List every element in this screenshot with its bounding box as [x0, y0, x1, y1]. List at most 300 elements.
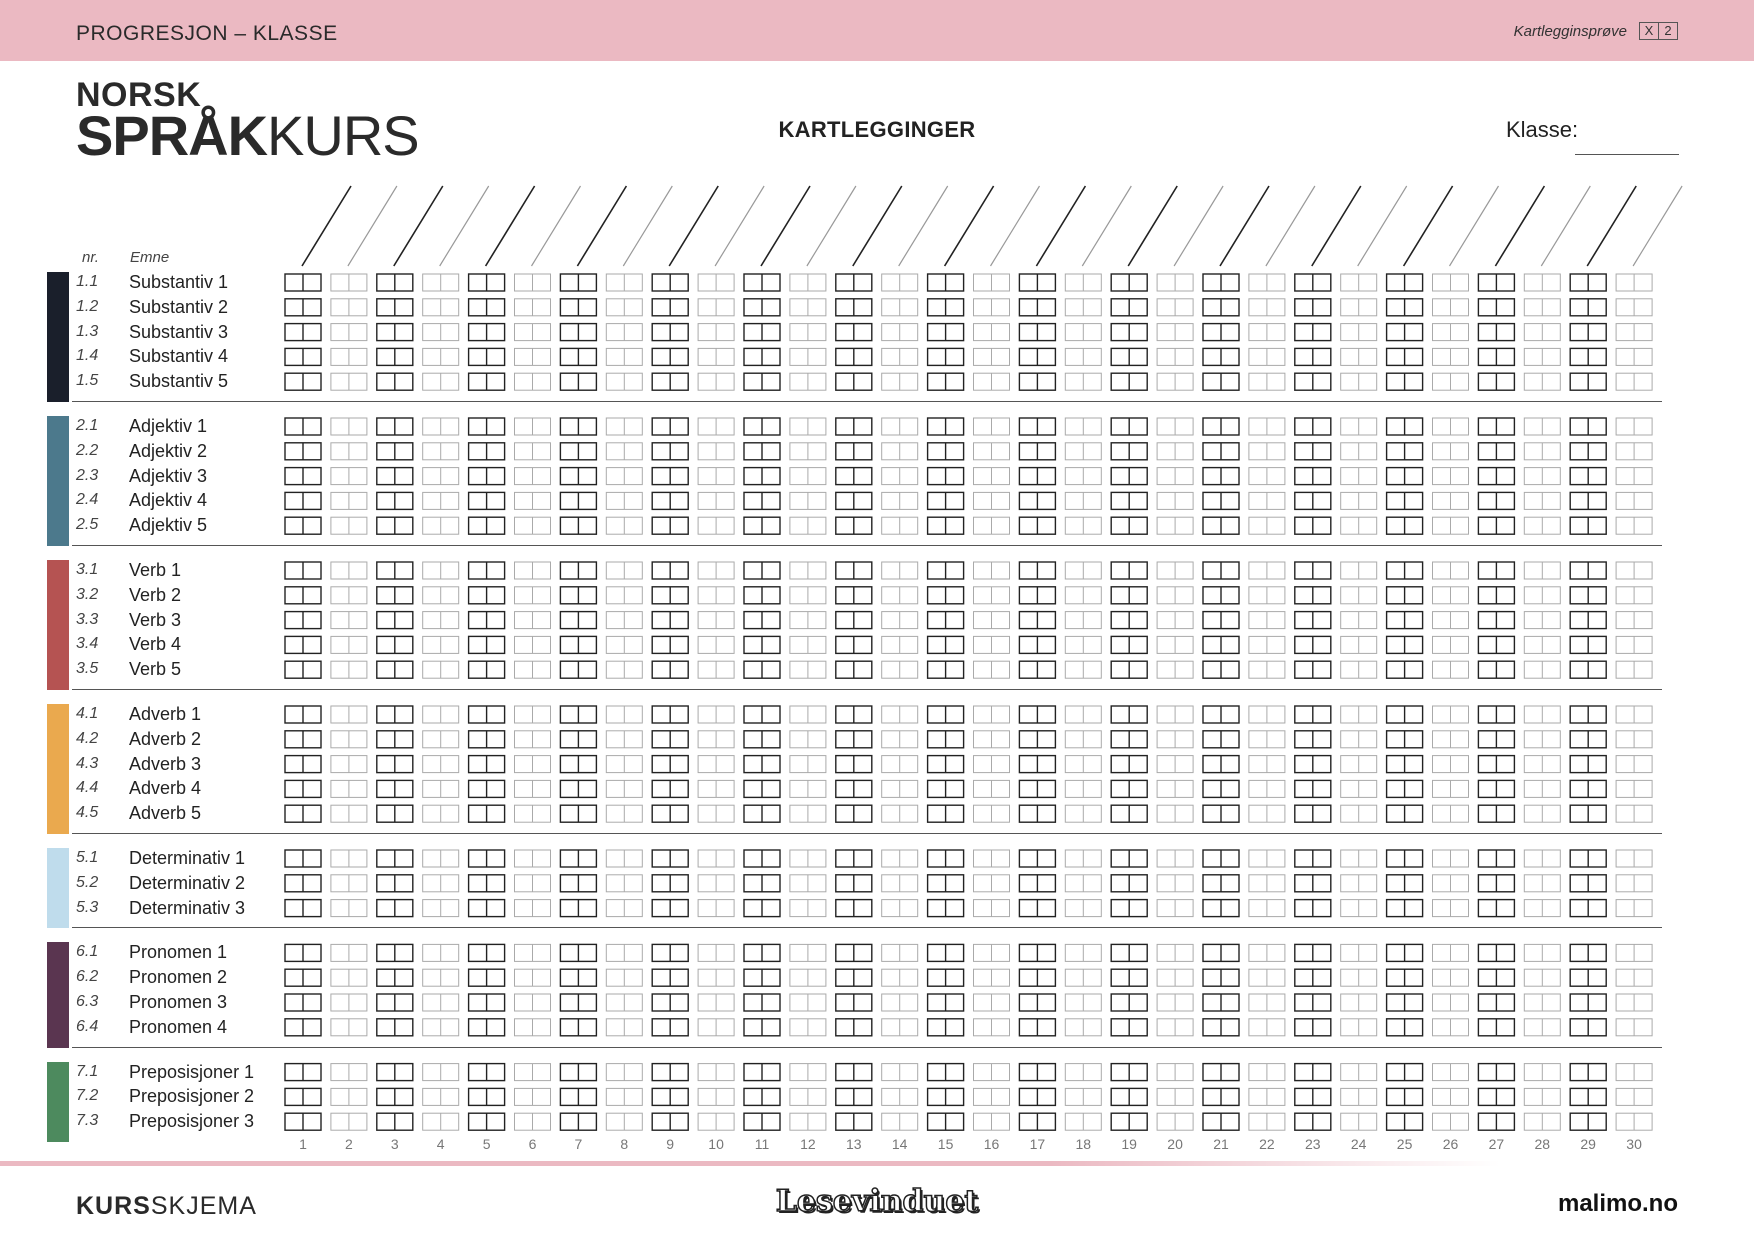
score-cell[interactable] — [882, 299, 918, 316]
score-cell[interactable] — [331, 805, 367, 822]
score-cell[interactable] — [652, 1064, 688, 1081]
score-cell[interactable] — [1387, 1088, 1423, 1105]
score-cell[interactable] — [974, 636, 1010, 653]
score-cell[interactable] — [1341, 661, 1377, 678]
score-cell[interactable] — [1570, 517, 1606, 534]
score-cell[interactable] — [1111, 492, 1147, 509]
score-cell[interactable] — [652, 612, 688, 629]
score-cell[interactable] — [1249, 850, 1285, 867]
score-cell[interactable] — [1616, 1088, 1652, 1105]
score-cell[interactable] — [1341, 994, 1377, 1011]
score-cell[interactable] — [1433, 780, 1469, 797]
score-cell[interactable] — [423, 468, 459, 485]
score-cell[interactable] — [606, 612, 642, 629]
score-cell[interactable] — [790, 274, 826, 291]
score-cell[interactable] — [1157, 324, 1193, 341]
score-cell[interactable] — [928, 1088, 964, 1105]
score-cell[interactable] — [1433, 562, 1469, 579]
score-cell[interactable] — [331, 468, 367, 485]
score-cell[interactable] — [377, 348, 413, 365]
score-cell[interactable] — [882, 587, 918, 604]
score-cell[interactable] — [1478, 324, 1514, 341]
score-cell[interactable] — [698, 1113, 734, 1130]
score-cell[interactable] — [331, 780, 367, 797]
score-cell[interactable] — [1433, 850, 1469, 867]
score-cell[interactable] — [1157, 468, 1193, 485]
score-cell[interactable] — [560, 562, 596, 579]
score-cell[interactable] — [1616, 780, 1652, 797]
score-cell[interactable] — [469, 1019, 505, 1036]
score-cell[interactable] — [1019, 373, 1055, 390]
score-cell[interactable] — [1249, 1064, 1285, 1081]
score-cell[interactable] — [882, 443, 918, 460]
score-cell[interactable] — [331, 900, 367, 917]
score-cell[interactable] — [698, 517, 734, 534]
score-cell[interactable] — [744, 274, 780, 291]
score-cell[interactable] — [1203, 562, 1239, 579]
score-cell[interactable] — [423, 944, 459, 961]
score-cell[interactable] — [928, 731, 964, 748]
score-cell[interactable] — [1478, 443, 1514, 460]
score-cell[interactable] — [1478, 731, 1514, 748]
score-cell[interactable] — [744, 492, 780, 509]
score-cell[interactable] — [1295, 373, 1331, 390]
score-cell[interactable] — [1433, 969, 1469, 986]
score-cell[interactable] — [1249, 900, 1285, 917]
score-cell[interactable] — [744, 850, 780, 867]
score-cell[interactable] — [882, 348, 918, 365]
score-cell[interactable] — [882, 324, 918, 341]
score-cell[interactable] — [1478, 517, 1514, 534]
score-cell[interactable] — [928, 274, 964, 291]
score-cell[interactable] — [1387, 850, 1423, 867]
score-cell[interactable] — [1570, 324, 1606, 341]
score-cell[interactable] — [652, 944, 688, 961]
score-cell[interactable] — [331, 562, 367, 579]
score-cell[interactable] — [423, 780, 459, 797]
score-cell[interactable] — [1019, 636, 1055, 653]
score-cell[interactable] — [698, 636, 734, 653]
score-cell[interactable] — [836, 1019, 872, 1036]
score-cell[interactable] — [285, 517, 321, 534]
score-cell[interactable] — [377, 324, 413, 341]
score-cell[interactable] — [744, 587, 780, 604]
score-cell[interactable] — [1019, 805, 1055, 822]
score-cell[interactable] — [423, 562, 459, 579]
score-cell[interactable] — [377, 299, 413, 316]
score-cell[interactable] — [882, 900, 918, 917]
score-cell[interactable] — [1111, 900, 1147, 917]
score-cell[interactable] — [560, 418, 596, 435]
score-cell[interactable] — [1157, 443, 1193, 460]
score-cell[interactable] — [698, 587, 734, 604]
score-cell[interactable] — [1433, 468, 1469, 485]
score-cell[interactable] — [790, 587, 826, 604]
score-cell[interactable] — [1295, 1113, 1331, 1130]
score-cell[interactable] — [1249, 731, 1285, 748]
score-cell[interactable] — [698, 468, 734, 485]
score-cell[interactable] — [423, 805, 459, 822]
score-cell[interactable] — [606, 756, 642, 773]
score-cell[interactable] — [1019, 780, 1055, 797]
score-cell[interactable] — [1387, 994, 1423, 1011]
score-cell[interactable] — [1019, 348, 1055, 365]
score-cell[interactable] — [1570, 348, 1606, 365]
score-cell[interactable] — [882, 612, 918, 629]
score-cell[interactable] — [1341, 636, 1377, 653]
score-cell[interactable] — [790, 756, 826, 773]
score-cell[interactable] — [1387, 468, 1423, 485]
malimo-link[interactable]: malimo.no — [1557, 1190, 1678, 1217]
score-cell[interactable] — [1341, 969, 1377, 986]
score-cell[interactable] — [1203, 780, 1239, 797]
score-cell[interactable] — [1065, 900, 1101, 917]
score-cell[interactable] — [698, 562, 734, 579]
score-cell[interactable] — [606, 418, 642, 435]
score-cell[interactable] — [331, 373, 367, 390]
score-cell[interactable] — [1157, 900, 1193, 917]
score-cell[interactable] — [1157, 661, 1193, 678]
score-cell[interactable] — [1616, 875, 1652, 892]
score-cell[interactable] — [1341, 299, 1377, 316]
score-cell[interactable] — [1157, 587, 1193, 604]
score-cell[interactable] — [882, 418, 918, 435]
score-cell[interactable] — [1295, 587, 1331, 604]
score-cell[interactable] — [1295, 731, 1331, 748]
score-cell[interactable] — [423, 1113, 459, 1130]
score-cell[interactable] — [1111, 587, 1147, 604]
score-cell[interactable] — [1019, 418, 1055, 435]
score-cell[interactable] — [515, 492, 551, 509]
score-cell[interactable] — [423, 517, 459, 534]
score-cell[interactable] — [377, 373, 413, 390]
score-cell[interactable] — [1019, 756, 1055, 773]
score-cell[interactable] — [1295, 299, 1331, 316]
score-cell[interactable] — [377, 944, 413, 961]
score-cell[interactable] — [1524, 443, 1560, 460]
score-cell[interactable] — [882, 1019, 918, 1036]
score-cell[interactable] — [882, 468, 918, 485]
score-cell[interactable] — [469, 875, 505, 892]
score-cell[interactable] — [790, 612, 826, 629]
score-cell[interactable] — [1157, 418, 1193, 435]
score-cell[interactable] — [285, 562, 321, 579]
score-cell[interactable] — [1157, 299, 1193, 316]
score-cell[interactable] — [285, 706, 321, 723]
score-cell[interactable] — [1570, 805, 1606, 822]
score-cell[interactable] — [560, 299, 596, 316]
score-cell[interactable] — [698, 944, 734, 961]
score-cell[interactable] — [515, 348, 551, 365]
score-cell[interactable] — [1433, 299, 1469, 316]
score-cell[interactable] — [1065, 661, 1101, 678]
score-cell[interactable] — [974, 661, 1010, 678]
score-cell[interactable] — [1341, 900, 1377, 917]
score-cell[interactable] — [1203, 492, 1239, 509]
score-cell[interactable] — [882, 636, 918, 653]
score-cell[interactable] — [974, 274, 1010, 291]
score-cell[interactable] — [606, 587, 642, 604]
score-cell[interactable] — [606, 274, 642, 291]
score-cell[interactable] — [1157, 612, 1193, 629]
score-cell[interactable] — [1570, 468, 1606, 485]
score-cell[interactable] — [1433, 587, 1469, 604]
score-cell[interactable] — [1616, 299, 1652, 316]
score-cell[interactable] — [974, 850, 1010, 867]
score-cell[interactable] — [1157, 492, 1193, 509]
score-cell[interactable] — [928, 944, 964, 961]
score-cell[interactable] — [974, 443, 1010, 460]
score-cell[interactable] — [1065, 969, 1101, 986]
score-cell[interactable] — [1433, 348, 1469, 365]
score-cell[interactable] — [790, 1064, 826, 1081]
score-cell[interactable] — [423, 969, 459, 986]
score-cell[interactable] — [974, 780, 1010, 797]
score-cell[interactable] — [744, 756, 780, 773]
score-cell[interactable] — [652, 756, 688, 773]
score-cell[interactable] — [1111, 731, 1147, 748]
score-cell[interactable] — [606, 1113, 642, 1130]
score-cell[interactable] — [1249, 612, 1285, 629]
score-cell[interactable] — [698, 1064, 734, 1081]
score-cell[interactable] — [515, 612, 551, 629]
score-cell[interactable] — [469, 299, 505, 316]
score-cell[interactable] — [1570, 299, 1606, 316]
score-cell[interactable] — [1157, 969, 1193, 986]
score-cell[interactable] — [928, 756, 964, 773]
score-cell[interactable] — [1341, 706, 1377, 723]
score-cell[interactable] — [790, 875, 826, 892]
score-cell[interactable] — [1387, 418, 1423, 435]
score-cell[interactable] — [698, 850, 734, 867]
score-cell[interactable] — [1478, 348, 1514, 365]
score-cell[interactable] — [652, 517, 688, 534]
score-cell[interactable] — [744, 562, 780, 579]
score-cell[interactable] — [1019, 706, 1055, 723]
score-cell[interactable] — [698, 969, 734, 986]
score-cell[interactable] — [652, 994, 688, 1011]
score-cell[interactable] — [1524, 468, 1560, 485]
score-cell[interactable] — [285, 1064, 321, 1081]
score-cell[interactable] — [1249, 373, 1285, 390]
score-cell[interactable] — [790, 994, 826, 1011]
score-cell[interactable] — [744, 324, 780, 341]
score-cell[interactable] — [423, 706, 459, 723]
score-cell[interactable] — [1341, 1019, 1377, 1036]
score-cell[interactable] — [698, 731, 734, 748]
score-cell[interactable] — [836, 875, 872, 892]
score-cell[interactable] — [1065, 373, 1101, 390]
score-cell[interactable] — [744, 299, 780, 316]
score-cell[interactable] — [606, 994, 642, 1011]
score-cell[interactable] — [469, 612, 505, 629]
score-cell[interactable] — [744, 944, 780, 961]
score-cell[interactable] — [1570, 612, 1606, 629]
score-cell[interactable] — [1478, 1088, 1514, 1105]
score-cell[interactable] — [1157, 1064, 1193, 1081]
score-cell[interactable] — [285, 969, 321, 986]
score-cell[interactable] — [285, 636, 321, 653]
score-cell[interactable] — [1616, 661, 1652, 678]
score-cell[interactable] — [606, 706, 642, 723]
score-cell[interactable] — [1524, 562, 1560, 579]
score-cell[interactable] — [1065, 805, 1101, 822]
score-cell[interactable] — [1524, 661, 1560, 678]
score-cell[interactable] — [469, 994, 505, 1011]
score-cell[interactable] — [1111, 418, 1147, 435]
score-cell[interactable] — [1295, 875, 1331, 892]
score-cell[interactable] — [928, 373, 964, 390]
score-cell[interactable] — [1433, 875, 1469, 892]
score-cell[interactable] — [1295, 1088, 1331, 1105]
score-cell[interactable] — [836, 348, 872, 365]
score-cell[interactable] — [836, 299, 872, 316]
score-cell[interactable] — [652, 636, 688, 653]
score-cell[interactable] — [606, 850, 642, 867]
score-cell[interactable] — [1616, 805, 1652, 822]
score-cell[interactable] — [1157, 944, 1193, 961]
score-cell[interactable] — [285, 1113, 321, 1130]
score-cell[interactable] — [1341, 1064, 1377, 1081]
score-cell[interactable] — [744, 1113, 780, 1130]
score-cell[interactable] — [1157, 373, 1193, 390]
score-cell[interactable] — [285, 1019, 321, 1036]
score-cell[interactable] — [1524, 299, 1560, 316]
score-cell[interactable] — [790, 443, 826, 460]
score-cell[interactable] — [1570, 661, 1606, 678]
score-cell[interactable] — [423, 875, 459, 892]
score-cell[interactable] — [974, 731, 1010, 748]
score-cell[interactable] — [882, 1064, 918, 1081]
score-cell[interactable] — [1111, 994, 1147, 1011]
score-cell[interactable] — [423, 994, 459, 1011]
score-cell[interactable] — [790, 805, 826, 822]
score-cell[interactable] — [560, 324, 596, 341]
score-cell[interactable] — [285, 468, 321, 485]
score-cell[interactable] — [652, 324, 688, 341]
score-cell[interactable] — [1341, 373, 1377, 390]
score-cell[interactable] — [1065, 443, 1101, 460]
score-cell[interactable] — [1570, 418, 1606, 435]
score-cell[interactable] — [560, 274, 596, 291]
score-cell[interactable] — [1433, 731, 1469, 748]
score-cell[interactable] — [1295, 850, 1331, 867]
score-cell[interactable] — [1341, 517, 1377, 534]
score-cell[interactable] — [331, 875, 367, 892]
score-cell[interactable] — [1065, 587, 1101, 604]
score-cell[interactable] — [1387, 969, 1423, 986]
score-cell[interactable] — [1341, 1113, 1377, 1130]
score-cell[interactable] — [974, 348, 1010, 365]
score-cell[interactable] — [1616, 324, 1652, 341]
score-cell[interactable] — [698, 612, 734, 629]
score-cell[interactable] — [744, 418, 780, 435]
score-cell[interactable] — [285, 324, 321, 341]
score-cell[interactable] — [1295, 636, 1331, 653]
score-cell[interactable] — [1157, 517, 1193, 534]
score-cell[interactable] — [698, 805, 734, 822]
score-cell[interactable] — [790, 780, 826, 797]
score-cell[interactable] — [1570, 780, 1606, 797]
score-cell[interactable] — [1478, 969, 1514, 986]
score-cell[interactable] — [515, 706, 551, 723]
score-cell[interactable] — [606, 969, 642, 986]
score-cell[interactable] — [1111, 612, 1147, 629]
score-cell[interactable] — [1065, 274, 1101, 291]
score-cell[interactable] — [836, 994, 872, 1011]
score-cell[interactable] — [1203, 706, 1239, 723]
score-cell[interactable] — [423, 299, 459, 316]
score-cell[interactable] — [285, 418, 321, 435]
score-cell[interactable] — [1524, 994, 1560, 1011]
score-cell[interactable] — [652, 299, 688, 316]
score-cell[interactable] — [974, 994, 1010, 1011]
score-cell[interactable] — [698, 348, 734, 365]
score-cell[interactable] — [1157, 562, 1193, 579]
score-cell[interactable] — [515, 373, 551, 390]
score-cell[interactable] — [652, 274, 688, 291]
score-cell[interactable] — [1157, 274, 1193, 291]
score-cell[interactable] — [744, 780, 780, 797]
score-cell[interactable] — [423, 1019, 459, 1036]
score-cell[interactable] — [285, 443, 321, 460]
score-cell[interactable] — [1570, 587, 1606, 604]
score-cell[interactable] — [1524, 274, 1560, 291]
score-cell[interactable] — [1616, 612, 1652, 629]
score-cell[interactable] — [1478, 1019, 1514, 1036]
score-cell[interactable] — [1295, 969, 1331, 986]
score-cell[interactable] — [377, 562, 413, 579]
score-cell[interactable] — [1019, 900, 1055, 917]
score-cell[interactable] — [515, 562, 551, 579]
score-cell[interactable] — [1295, 562, 1331, 579]
score-cell[interactable] — [836, 850, 872, 867]
score-cell[interactable] — [1295, 443, 1331, 460]
score-cell[interactable] — [1387, 706, 1423, 723]
score-cell[interactable] — [515, 274, 551, 291]
score-cell[interactable] — [1203, 850, 1239, 867]
score-cell[interactable] — [1524, 1064, 1560, 1081]
score-cell[interactable] — [1433, 492, 1469, 509]
score-cell[interactable] — [744, 661, 780, 678]
score-cell[interactable] — [469, 661, 505, 678]
score-cell[interactable] — [1570, 636, 1606, 653]
score-cell[interactable] — [1616, 1064, 1652, 1081]
score-cell[interactable] — [1524, 1088, 1560, 1105]
score-cell[interactable] — [1433, 1113, 1469, 1130]
score-cell[interactable] — [469, 944, 505, 961]
score-cell[interactable] — [790, 1019, 826, 1036]
score-cell[interactable] — [1019, 587, 1055, 604]
score-cell[interactable] — [560, 348, 596, 365]
score-cell[interactable] — [698, 418, 734, 435]
score-cell[interactable] — [285, 1088, 321, 1105]
score-cell[interactable] — [1524, 805, 1560, 822]
score-cell[interactable] — [928, 517, 964, 534]
score-cell[interactable] — [1203, 875, 1239, 892]
score-cell[interactable] — [652, 1019, 688, 1036]
score-cell[interactable] — [1341, 944, 1377, 961]
score-cell[interactable] — [1249, 1113, 1285, 1130]
score-cell[interactable] — [1249, 587, 1285, 604]
score-cell[interactable] — [423, 731, 459, 748]
score-cell[interactable] — [652, 1113, 688, 1130]
score-cell[interactable] — [1387, 562, 1423, 579]
score-cell[interactable] — [882, 731, 918, 748]
score-cell[interactable] — [1570, 443, 1606, 460]
score-cell[interactable] — [1387, 299, 1423, 316]
score-cell[interactable] — [285, 731, 321, 748]
